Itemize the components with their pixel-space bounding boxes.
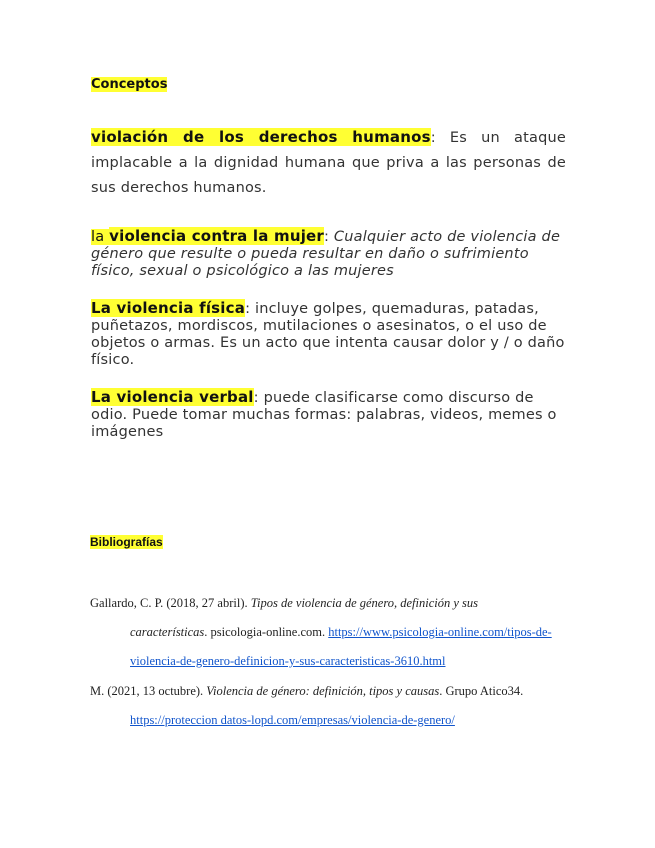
bibliography-entry: [90, 677, 570, 735]
ref-author: M. (2021, 13 octubre).: [90, 684, 207, 698]
ref-title: Tipos de violencia de género, definición y sus: [250, 596, 479, 610]
concept-definition: Es un ataque implacable a la dignidad humana que priva a las personas de sus derechos humanos.: [91, 130, 566, 196]
ref-url-link-cont[interactable]: violencia-de-genero-definicion-y-sus-caracteristicas-3610.html: [130, 654, 446, 668]
concept-definition: incluye golpes, quemaduras, patadas, puñetazos, mordiscos, mutilaciones o asesinatos, o el uso de objetos o armas. Es un acto que intenta causar dolor y / o daño físico.: [91, 301, 565, 368]
concept-prefix: la: [91, 229, 110, 245]
concept-term: violencia contra la mujer: [109, 227, 325, 245]
concept-item-derechos-humanos: [91, 125, 566, 201]
section-title-conceptos: [91, 75, 167, 95]
concept-term: La violencia verbal: [91, 388, 254, 406]
concept-item-violencia-mujer: [91, 228, 566, 280]
concept-separator: :: [430, 130, 450, 146]
ref-continuation: [90, 647, 570, 676]
ref-continuation: [90, 618, 570, 647]
ref-url-link[interactable]: https://proteccion datos-lopd.com/empresas/violencia-de-genero/: [130, 713, 455, 727]
ref-title: Violencia de género: definición, tipos y causas: [206, 684, 440, 698]
concept-term: violación de los derechos humanos: [91, 128, 431, 146]
ref-continuation: [90, 706, 570, 735]
concept-separator: :: [245, 301, 255, 317]
concept-definition: Cualquier acto de violencia de género que resulte o pueda resultar en daño o sufrimiento físico, sexual o psicológico a las mujeres: [91, 229, 561, 279]
bibliography-entry: [90, 589, 570, 676]
concept-term: La violencia física: [91, 299, 246, 317]
concept-separator: :: [324, 229, 334, 245]
concept-item-violencia-verbal: [91, 389, 566, 441]
ref-publisher: . psicologia-online.com.: [204, 625, 329, 639]
concept-definition: puede clasificarse como discurso de odio. Puede tomar muchas formas: palabras, videos, memes o imágenes: [91, 390, 557, 440]
section-title-text: Bibliografías: [90, 535, 163, 549]
concept-separator: :: [253, 390, 264, 406]
ref-author: Gallardo, C. P. (2018, 27 abril).: [90, 596, 251, 610]
ref-title-cont: características: [130, 625, 205, 639]
ref-publisher: . Grupo Atico34.: [439, 684, 524, 698]
section-title-bibliografias: [90, 533, 163, 551]
concept-item-violencia-fisica: [91, 300, 566, 369]
section-title-text: Conceptos: [91, 77, 168, 92]
ref-url-link[interactable]: https://www.psicologia-online.com/tipos-de-: [328, 625, 552, 639]
